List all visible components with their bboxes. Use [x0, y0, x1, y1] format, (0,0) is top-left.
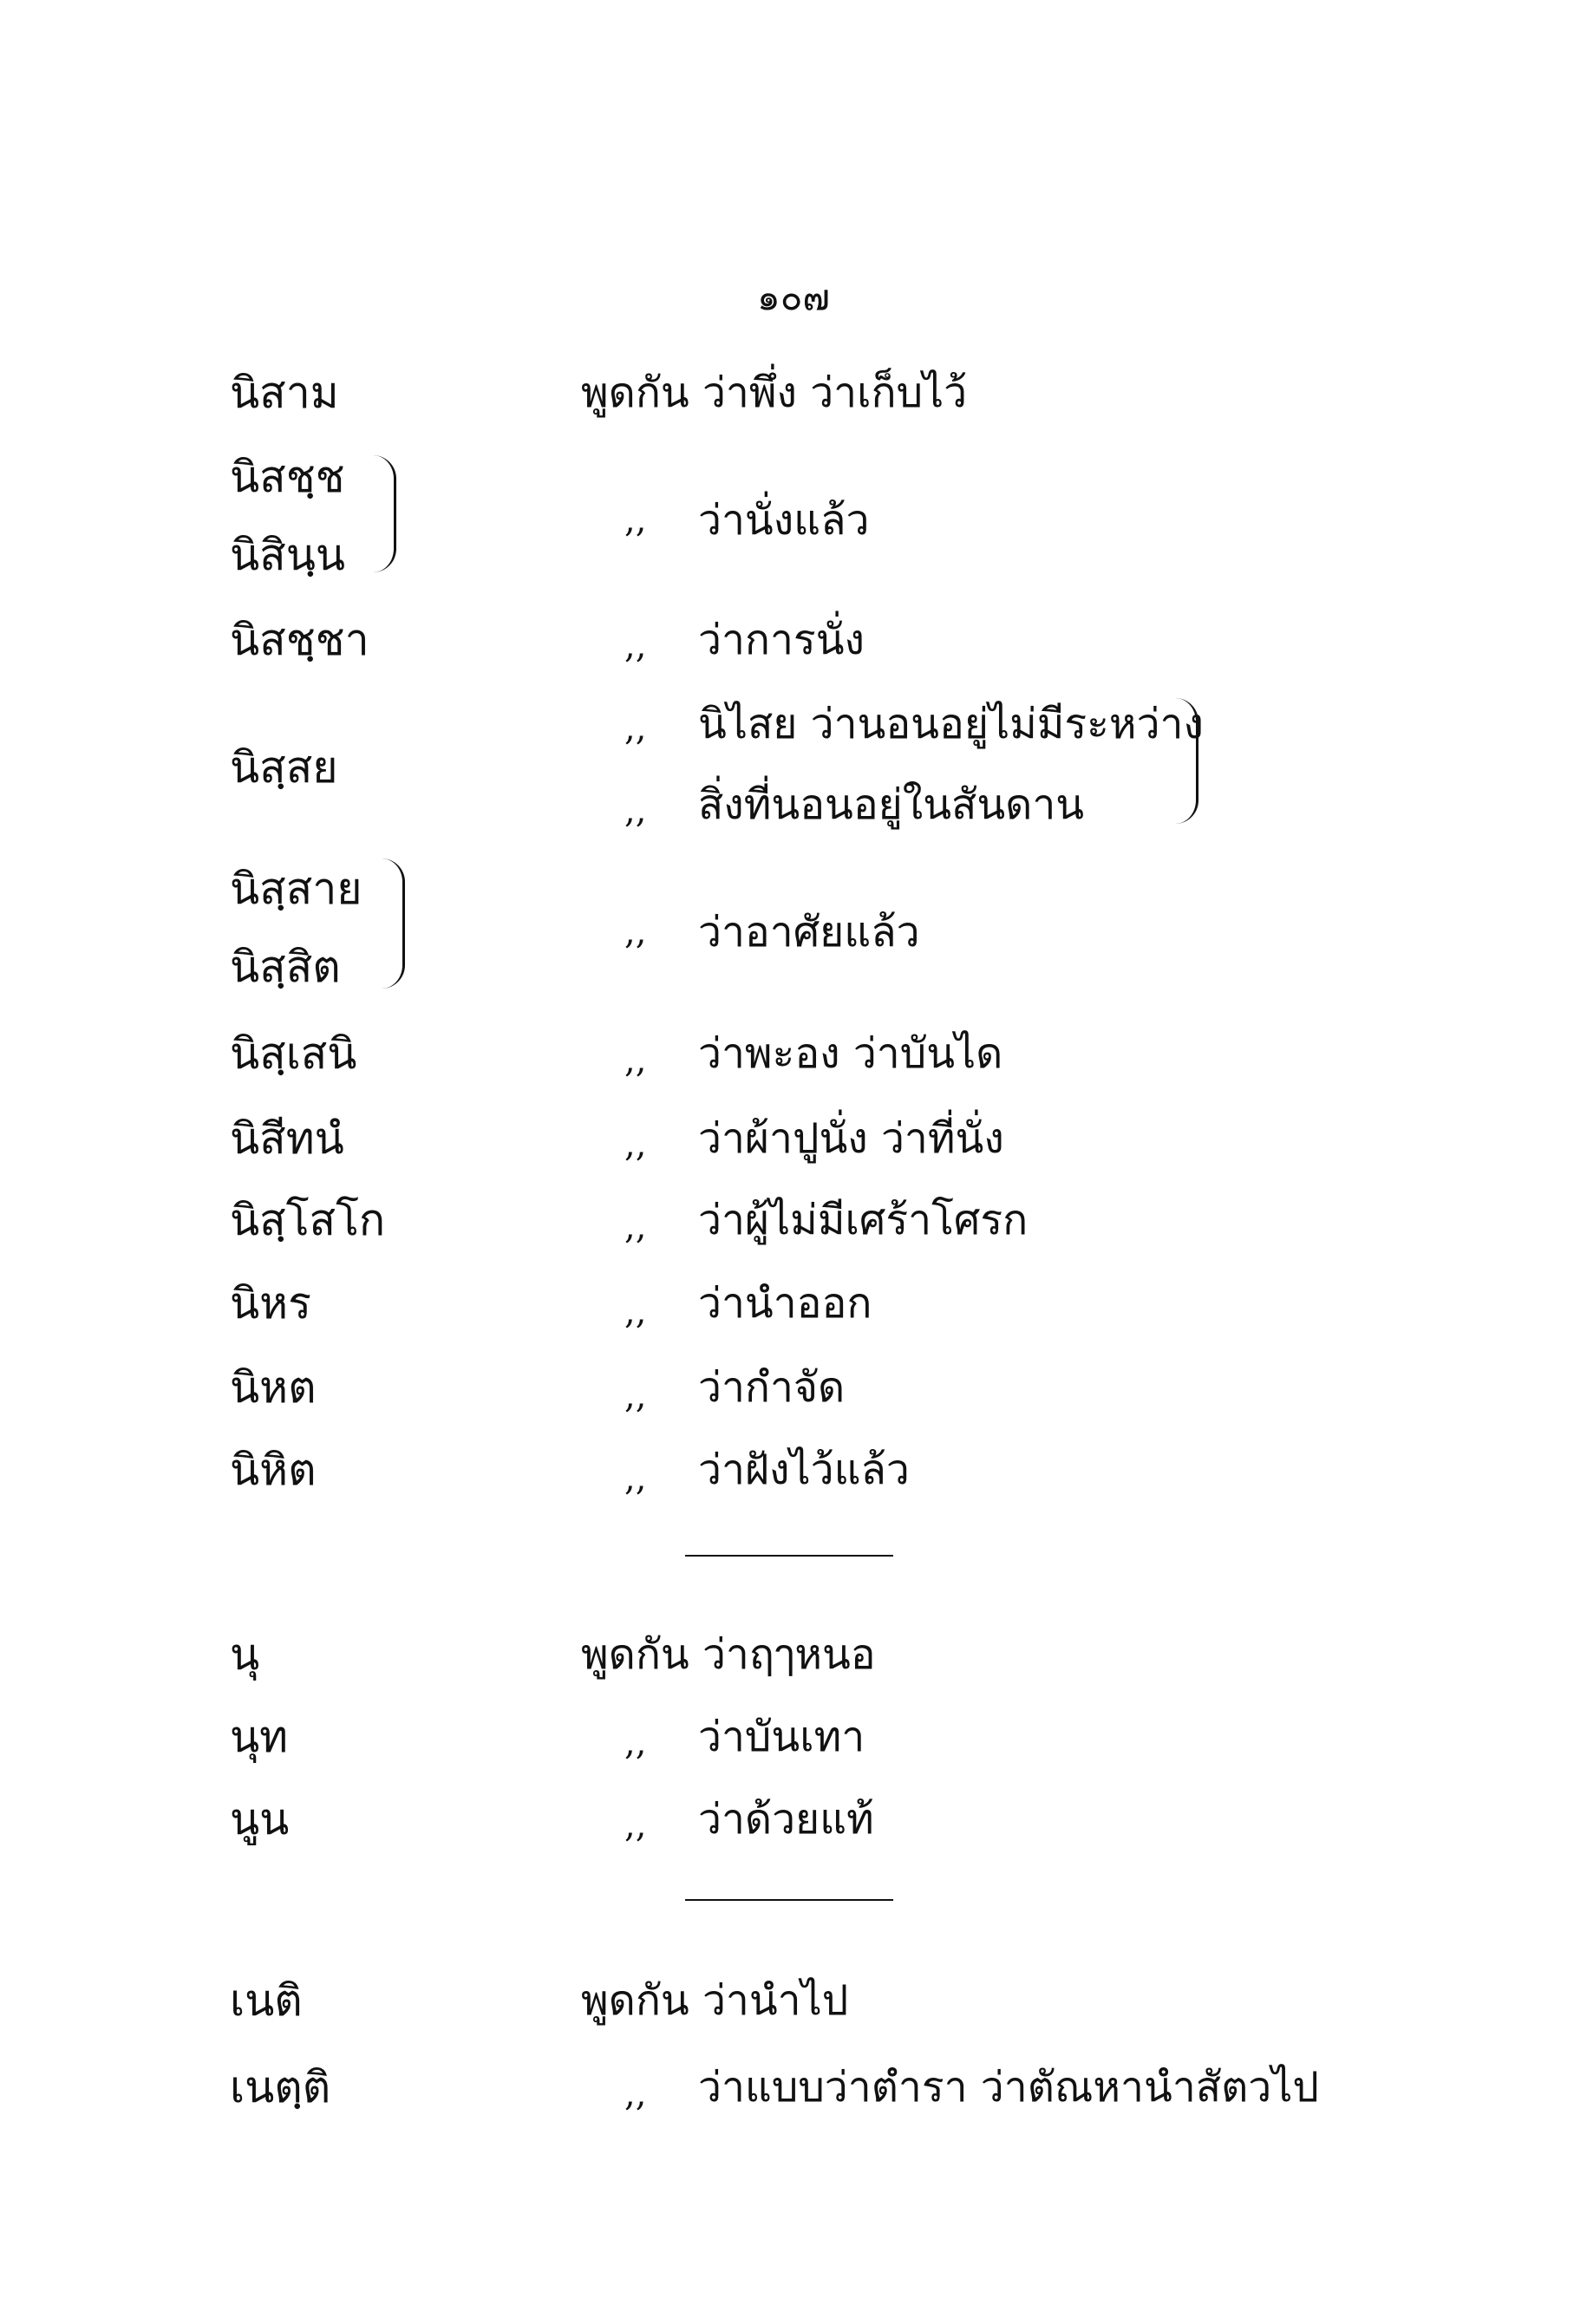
brace: [373, 455, 396, 572]
ditto-mark: ,,: [624, 1723, 647, 1763]
ditto-mark: ,,: [624, 1459, 647, 1498]
ditto-mark: ,,: [624, 1805, 647, 1845]
ditto-mark: ,,: [624, 500, 647, 540]
headword: นิสินฺน: [230, 530, 346, 580]
headword: เนติ: [230, 1975, 303, 2026]
definition: ว่าบันเทา: [698, 1713, 865, 1761]
definition: พูดกัน ว่าพึ่ง ว่าเก็บไว้: [581, 369, 968, 417]
definition: ว่านำออก: [698, 1279, 872, 1328]
headword: นิสฺเสนิ: [230, 1028, 357, 1079]
headword: นิสฺสิต: [230, 942, 341, 992]
brace: [382, 858, 405, 989]
headword: นิหิต: [230, 1445, 317, 1495]
headword: นิหต: [230, 1362, 317, 1413]
headword: นูน: [230, 1794, 290, 1844]
definition: ว่าแบบว่าตำรา ว่าตัณหานำสัตวไป: [698, 2063, 1319, 2112]
headword: นิสฺสย: [230, 742, 338, 793]
page-number: ๑๐๗: [757, 276, 830, 318]
definition: ว่ากำจัด: [698, 1363, 846, 1412]
ditto-mark: ,,: [624, 912, 647, 952]
definition: ว่าด้วยแท้: [698, 1795, 874, 1844]
definition: ว่านั่งแล้ว: [698, 496, 870, 545]
headword: นิสฺสาย: [230, 864, 362, 914]
ditto-mark: ,,: [624, 1041, 647, 1080]
definition: ว่าการนั่ง: [698, 616, 865, 664]
headword: นุท: [230, 1712, 289, 1762]
brace: [1175, 698, 1198, 824]
ditto-mark: ,,: [624, 1207, 647, 1247]
definition: ว่าผู้ไม่มีเศร้าโศรก: [698, 1196, 1029, 1244]
definition: ว่าอาศัยแล้ว: [698, 908, 920, 956]
headword: นิสฺโสโก: [230, 1195, 386, 1245]
definition: ว่าพะอง ว่าบันได: [698, 1029, 1003, 1078]
ditto-mark: ,,: [624, 626, 647, 666]
definition: พูดกัน ว่านำไป: [581, 1976, 849, 2025]
headword: นุ: [230, 1629, 260, 1680]
definition: ว่าผ้าปูนั่ง ว่าที่นั่ง: [698, 1114, 1004, 1163]
definition: สิ่งที่นอนอยู่ในสันดาน: [698, 780, 1085, 829]
definition: ว่าฝังไว้แล้ว: [698, 1446, 910, 1494]
ditto-mark: ,,: [624, 1292, 647, 1332]
definition: พูดกัน ว่าฤๅหนอ: [581, 1630, 876, 1679]
headword: นิหร: [230, 1278, 311, 1328]
ditto-mark: ,,: [624, 1376, 647, 1416]
ditto-mark: ,,: [624, 708, 647, 748]
ditto-mark: ,,: [624, 791, 647, 831]
section-divider: [685, 1899, 893, 1901]
ditto-mark: ,,: [624, 1125, 647, 1165]
section-divider: [685, 1555, 893, 1557]
headword: นิสีทนํ: [230, 1113, 344, 1164]
headword: นิสาม: [230, 368, 339, 418]
definition: นิไสย ว่านอนอยู่ไม่มีระหว่าง: [698, 700, 1204, 748]
headword: เนตฺติ: [230, 2062, 331, 2112]
headword: นิสชฺช: [230, 452, 345, 502]
headword: นิสชฺชา: [230, 615, 369, 665]
ditto-mark: ,,: [624, 2074, 647, 2114]
